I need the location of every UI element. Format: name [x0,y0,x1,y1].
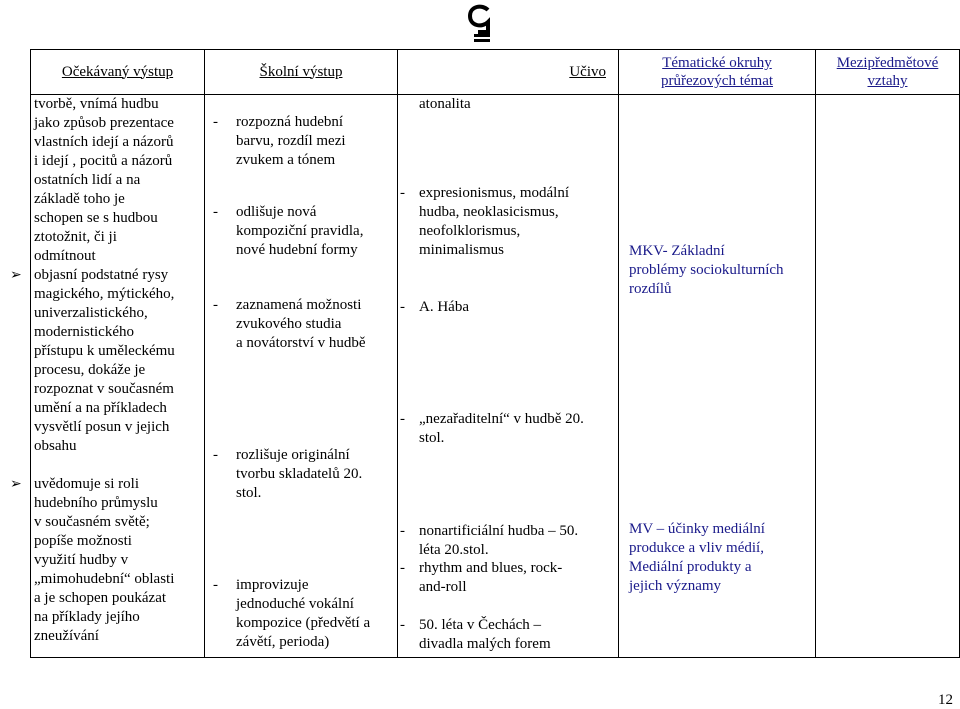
vystup-line: rozpoznat v současném [34,381,174,397]
skolni-line: nové hudební formy [236,242,358,258]
list-dash: - [213,447,218,463]
list-dash: - [213,114,218,130]
vystup-line: využití hudby v [34,552,129,568]
list-dash: - [400,560,405,576]
bullet-arrow-icon: ➢ [10,268,22,283]
header-mez-line2: vztahy [867,73,908,89]
table-row [31,95,960,658]
header-mez-line1: Mezipředmětové [836,55,939,71]
vystup-line: tvorbě, vnímá hudbu [34,96,159,112]
vystup-line: „mimohudební“ oblasti [34,571,175,587]
tematicke-mkv-line: MKV- Základní [629,243,725,259]
skolni-line: a novátorství v hudbě [236,335,366,351]
skolni-line: kompoziční pravidla, [236,223,364,239]
skolni-line: rozpozná hudební [236,114,344,130]
vystup-line: hudebního průmyslu [34,495,158,511]
bullet-arrow-icon: ➢ [10,477,22,492]
vystup-line: i idejí , pocitů a názorů [34,153,173,169]
vystup-line: základě toho je [34,191,125,207]
ucivo-line: rhythm and blues, rock- [419,560,563,576]
ucivo-line: „nezařaditelní“ v hudbě 20. [419,411,584,427]
vystup-line: odmítnout [34,248,96,264]
ucivo-line: and-roll [419,579,467,595]
school-logo-icon [462,2,498,44]
cell-skolni-vystup [205,95,398,658]
vystup-line: obsahu [34,438,77,454]
skolni-line: zvukového studia [236,316,342,332]
header-ocekavany-vystup: Očekávaný výstup [31,50,205,95]
ucivo-line: stol. [419,430,445,446]
vystup-line: v současném světě; [34,514,150,530]
skolni-line: rozlišuje originální [236,447,350,463]
list-dash: - [400,299,405,315]
cell-ucivo [398,95,619,658]
cell-ocekavany-vystup [10,95,205,658]
skolni-line: zvukem a tónem [236,152,336,168]
skolni-line: jednoduché vokální [236,596,354,612]
cell-tematicke-okruhy [619,95,816,658]
ucivo-line: expresionismus, modální [419,185,569,201]
list-dash: - [213,577,218,593]
header-tematicke-okruhy [619,50,816,95]
tematicke-mv-line: Mediální produkty a [629,559,752,575]
vystup-line: popíše možnosti [34,533,132,549]
skolni-line: improvizuje [236,577,309,593]
skolni-line: stol. [236,485,262,501]
ucivo-line: neofolklorismus, [419,223,521,239]
vystup-line: vlastních idejí a názorů [34,134,174,150]
vystup-line: schopen se s hudbou [34,210,158,226]
cell-mezipredmetove-vztahy [816,95,960,658]
ucivo-line: divadla malých forem [419,636,551,652]
vystup-line: jako způsob prezentace [34,115,174,131]
ucivo-line: A. Hába [419,299,469,315]
vystup-line: objasní podstatné rysy [34,267,169,283]
ucivo-line: 50. léta v Čechách – [419,617,542,633]
curriculum-table [10,49,960,658]
skolni-line: tvorbu skladatelů 20. [236,466,363,482]
vystup-line: a je schopen poukázat [34,590,167,606]
tematicke-mkv-line: rozdílů [629,281,672,297]
list-dash: - [213,297,218,313]
header-tematicke-line1: Tématické okruhy [662,55,772,71]
ucivo-line: hudba, neoklasicismus, [419,204,559,220]
vystup-line: procesu, dokáže je [34,362,146,378]
tematicke-mv-line: MV – účinky mediální [629,521,765,537]
tematicke-mv-line: produkce a vliv médií, [629,540,764,556]
vystup-line: zneužívání [34,628,99,644]
list-dash: - [213,204,218,220]
header-tematicke-line2: průřezových témat [660,73,774,89]
vystup-line: přístupu k uměleckému [34,343,175,359]
skolni-line: barvu, rozdíl mezi [236,133,346,149]
ucivo-line: minimalismus [419,242,505,258]
list-dash: - [400,523,405,539]
skolni-line: kompozice (předvětí a [236,615,371,631]
vystup-line: magického, mýtického, [34,286,175,302]
table-header-row [31,50,960,95]
tematicke-mkv-line: problémy sociokulturních [629,262,784,278]
header-ucivo: Učivo [398,50,619,95]
vystup-line: univerzalistického, [34,305,148,321]
vystup-line: uvědomuje si roli [34,476,139,492]
ucivo-line: léta 20.stol. [419,542,489,558]
list-dash: - [400,411,405,427]
vystup-line: na příklady jejího [34,609,140,625]
vystup-line: vysvětlí posun v jejich [34,419,170,435]
skolni-line: odlišuje nová [236,204,317,220]
ucivo-line: atonalita [419,96,471,112]
vystup-line: ztotožnit, či ji [34,229,117,245]
vystup-line: modernistického [34,324,134,340]
tematicke-mv-line: jejich významy [629,578,722,594]
page-number: 12 [938,692,953,708]
vystup-line: umění a na příkladech [34,400,167,416]
skolni-line: závětí, perioda) [236,634,330,650]
list-dash: - [400,617,405,633]
skolni-line: zaznamená možnosti [236,297,362,313]
vystup-line: ostatních lidí a na [34,172,141,188]
header-mezipredmetove-vztahy [816,50,960,95]
header-skolni-vystup: Školní výstup [205,50,398,95]
ucivo-line: nonartificiální hudba – 50. [419,523,579,539]
list-dash: - [400,185,405,201]
